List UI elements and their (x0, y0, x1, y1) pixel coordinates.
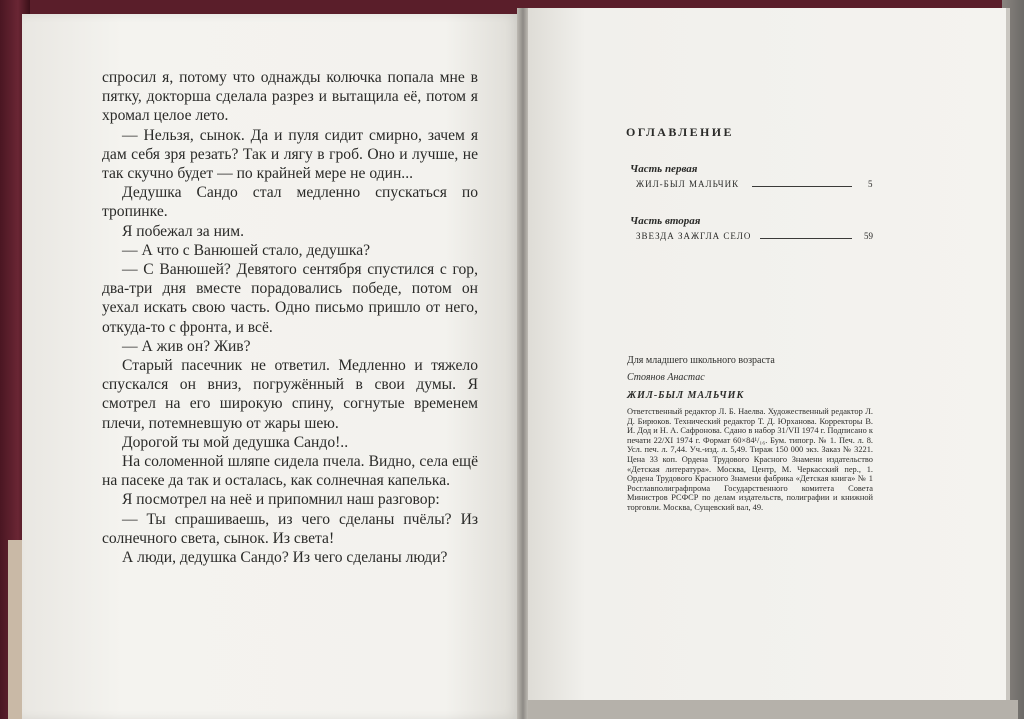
paragraph: — Нельзя, сынок. Да и пуля сидит смирно, зачем я дам себя зря резать? Так и лягу в гроб. Оно и лучше, не так скучно будет — по крайней мере не один... (102, 126, 478, 183)
paragraph: Я посмотрел на неё и припомнил наш разговор: (122, 491, 440, 509)
paragraph: Дорогой ты мой дедушка Сандо!.. (122, 433, 349, 451)
paragraph: На соломенной шляпе сидела пчела. Видно, села ещё на пасеке да так и осталась, как солнечная капелька. (102, 453, 478, 490)
toc-item-title: ЗВЕЗДА ЗАЖГЛА СЕЛО (636, 231, 752, 241)
imprint-book-title: ЖИЛ-БЫЛ МАЛЬЧИК (627, 390, 745, 401)
toc-leader-line (760, 238, 852, 239)
toc-part-label: Часть первая (630, 163, 698, 175)
paragraph: — А жив он? Жив? (122, 337, 251, 355)
toc-page-number: 5 (868, 179, 873, 189)
toc-page-number: 59 (864, 231, 873, 241)
paragraph: — Ты спрашиваешь, из чего сделаны пчёлы? Из солнечного света, сынок. Из света! (102, 510, 478, 547)
toc-leader-line (752, 186, 852, 187)
paragraph: Старый пасечник не ответил. Медленно и тяжело спускался он вниз, погружённый в свои думы. Я смотрел на его широкую спину, согнутые временем плечи, потемневшую от жары шею. (102, 357, 478, 432)
toc-part-label: Часть вторая (630, 215, 701, 227)
paragraph: Дедушка Сандо стал медленно спускаться по тропинке. (102, 184, 478, 221)
imprint-details: Ответственный редактор Л. Б. Наелва. Художественный редактор Л. Д. Бирюков. Технический редактор Т. Д. Юрханова. Корректоры В. И. Дод и Н. А. Сафронова. Сдано в набор 31/VII 1974 г. Подписано к печати 22/XI 1974 г. Формат 60×84¹/₁₆. Бум. типогр. № 1. Печ. л. 8. Усл. печ. л. 7,44. Уч.-изд. л. 5,49. Тираж 150 000 экз. Заказ № 3221. Цена 33 коп. Ордена Трудового Красного Знамени издательство «Детская литература». Москва, Центр, М. Черкасский пер., 1. Ордена Трудового Красного Знамени фабрика «Детская книга» № 1 Росглавполиграфпрома Государственного комитета Совета Министров РСФСР по делам издательств, полиграфии и книжной торговли. Москва, Сущевский вал, 49. (627, 407, 873, 512)
imprint-age-group: Для младшего школьного возраста (627, 355, 775, 366)
paragraph: — А что с Ванюшей стало, дедушка? (122, 241, 371, 259)
toc-title: ОГЛАВЛЕНИЕ (626, 125, 734, 139)
left-page-text (102, 68, 478, 567)
page-stack-edge (528, 700, 1018, 719)
toc-item-title: ЖИЛ-БЫЛ МАЛЬЧИК (636, 179, 740, 189)
paragraph: спросил я, потому что однажды колючка попала мне в пятку, докторша сделала разрез и вытащила её, потом я хромал целое лето. (102, 69, 478, 125)
imprint-author: Стоянов Анастас (627, 372, 705, 383)
paragraph: А люди, дедушка Сандо? Из чего сделаны люди? (122, 549, 448, 567)
paragraph: Я побежал за ним. (122, 222, 245, 240)
paragraph: — С Ванюшей? Девятого сентября спустился с гор, два-три дня вместе порадовались победе, потом он уехал искать свою часть. Одно письмо пришло от него, откуда-то с фронта, и всё. (102, 261, 478, 336)
